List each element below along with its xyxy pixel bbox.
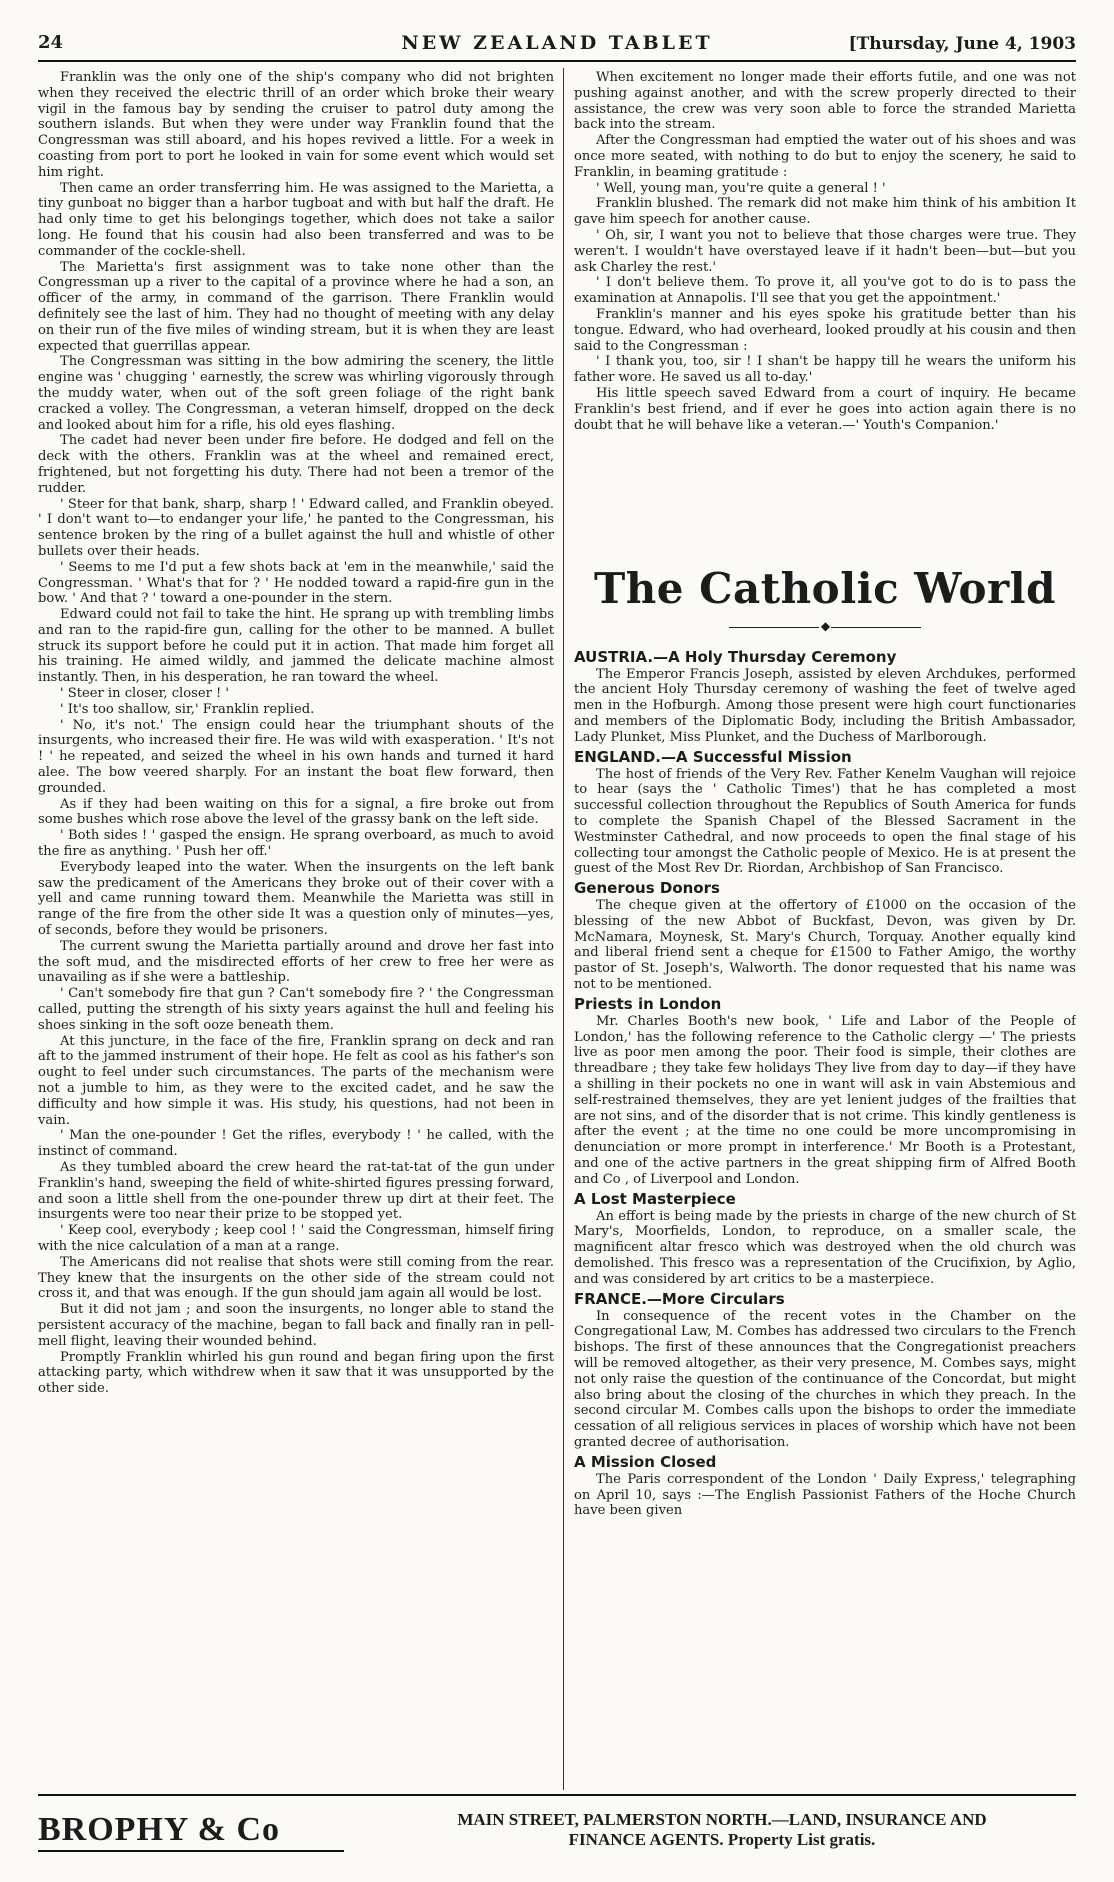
paragraph: The cheque given at the offertory of £1000 on the occasion of the blessing of the new Abbot of Buckfast, Devon, was given by Dr. McNamara, Moynesk, St. Mary's Church, Torquay. Another equally kind and liberal friend sent a cheque for £1500 to Father Amigo, the worthy pastor of St. Joseph's, Walworth. The donor requested that his name was not to be mentioned. [574, 898, 1076, 993]
paragraph: The Congressman was sitting in the bow admiring the scenery, the little engine was ' chugging ' earnestly, the screw was whirling vigorously through the muddy water, when out of the soft green foliage of the right bank cracked a volley. The Congressman, a veteran himself, dropped on the deck and looked about him for a rifle, his old eyes flashing. [38, 354, 554, 433]
paragraph: In consequence of the recent votes in the Chamber on the Congregational Law, M. Combes has addressed two circulars to the French bishops. The first of these announces that the Congregationist preachers will be removed altogether, as their very presence, M. Combes says, might not only raise the question of the continuance of the Concordat, but might also bring about the closing of the churches in which they preach. In the second circular M. Combes calls upon the bishops to order the immediate cessation of all religious services in places of worship which have not been granted decree of authorisation. [574, 1308, 1076, 1450]
news-heading: A Lost Masterpiece [574, 1189, 736, 1208]
paragraph: An effort is being made by the priests in charge of the new church of St Mary's, Moorfields, London, to reproduce, on a smaller scale, the magnificent altar fresco which was destroyed when the old church was demolished. This fresco was a representation of the Crucifixion, by Aglio, and was considered by art critics to be a masterpiece. [574, 1208, 1076, 1287]
news-item [574, 995, 1076, 1188]
news-item [574, 1453, 1076, 1519]
header-rule [38, 60, 1076, 62]
paragraph: Franklin blushed. The remark did not make him think of his ambition It gave him speech for another cause. [574, 196, 1076, 228]
paragraph: ' I don't believe them. To prove it, all you've got to do is to pass the examination at Annapolis. I'll see that you get the appointment.' [574, 275, 1076, 307]
paragraph: As if they had been waiting on this for a signal, a fire broke out from some bushes which rose above the level of the grassy bank on the left side. [38, 796, 554, 828]
paragraph: Mr. Charles Booth's new book, ' Life and Labor of the People of London,' has the following reference to the Catholic clergy —' The priests live as poor men among the poor. Their food is simple, their clothes are threadbare ; they take few holidays They live from day to day—if they have a shilling in their pockets no one in want will ask in vain Abstemious and self-restrained themselves, they are yet lenient judges of the frailties that are not sins, and of the disorder that is not crime. This kindly gentleness is after the event ; at the time no one could be more uncompromising in denunciation or more prompt in interference.' Mr Booth is a Protestant, and one of the active partners in the great shipping firm of Alfred Booth and Co , of Liverpool and London. [574, 1013, 1076, 1187]
paragraph: ' Man the one-pounder ! Get the rifles, everybody ! ' he called, with the instinct of command. [38, 1128, 554, 1160]
page-header [38, 26, 1076, 56]
paragraph: The host of friends of the Very Rev. Father Kenelm Vaughan will rejoice to hear (says the ' Catholic Times') that he has completed a most successful collection throughout the Republics of South America for funds to complete the Spanish Chapel of the Blessed Sacrament in the Westminster Cathedral, and now proceeds to open the final stage of his collecting tour amongst the Catholic people of Mexico. He is at present the guest of the Most Rev Dr. Riordan, Archbishop of San Francisco. [574, 766, 1076, 877]
title-ornament: ◆ [574, 619, 1076, 635]
news-heading: FRANCE.—More Circulars [574, 1289, 785, 1308]
paragraph: ' Can't somebody fire that gun ? Can't somebody fire ? ' the Congressman called, putting the strength of his sixty years against the hull and feeling his shoes sinking in the soft ooze beneath them. [38, 986, 554, 1033]
paragraph: ' Steer for that bank, sharp, sharp ! ' Edward called, and Franklin obeyed. ' I don't want to—to endanger your life,' he panted to the Congressman, his sentence broken by the ring of a bullet against the hull and whistle of other bullets over their heads. [38, 496, 554, 559]
news-item [574, 1190, 1076, 1288]
ad-line-2: FINANCE AGENTS. Property List gratis. [568, 1830, 876, 1849]
news-item [574, 1290, 1076, 1451]
page-number: 24 [38, 32, 64, 53]
paragraph: The cadet had never been under fire before. He dodged and fell on the deck with the others. Franklin was at the wheel and remained erect, frightened, but not forgetting his duty. There had not been a tremor of the rudder. [38, 433, 554, 496]
issue-date: [Thursday, June 4, 1903 [848, 34, 1076, 54]
paragraph: ' Keep cool, everybody ; keep cool ! ' said the Congressman, himself firing with the nice calculation of a man at a range. [38, 1223, 554, 1254]
paragraph: ' Steer in closer, closer ! ' [60, 686, 230, 702]
paragraph: Everybody leaped into the water. When the insurgents on the left bank saw the predicament of the Americans they broke out of their cover with a yell and came running toward them. Meanwhile the Marietta was still in range of the fire from the other side It was a question only of minutes—yes, of seconds, before they would be prisoners. [38, 859, 554, 939]
news-heading: ENGLAND.—A Successful Mission [574, 747, 852, 766]
story-continuation [574, 70, 1076, 433]
paragraph: ' No, it's not.' The ensign could hear the triumphant shouts of the insurgents, who increased their fire. He was wild with exasperation. ' It's not ! ' he repeated, and seized the wheel in his own hands and turned it hard alee. The bow veered sharply. For an instant the boat flew forward, then grounded. [38, 717, 554, 796]
paragraph: Franklin's manner and his eyes spoke his gratitude better than his tongue. Edward, who had overheard, looked proudly at his cousin and then said to the Congressman : [574, 306, 1076, 354]
advertiser-name: BROPHY & Co [38, 1811, 281, 1848]
paragraph: At this juncture, in the face of the fire, Franklin sprang on deck and ran aft to the jammed instrument of their hope. He felt as cool as his father's son ought to feel under such circumstances. The parts of the mechanism were not a jumble to him, as they were to the excited cadet, and he saw the difficulty and how simple it was. His study, his questions, had not been in vain. [38, 1033, 554, 1128]
paragraph: After the Congressman had emptied the water out of his shoes and was once more seated, with nothing to do but to enjoy the scenery, he said to Franklin, in beaming gratitude : [574, 133, 1076, 180]
news-heading: AUSTRIA.—A Holy Thursday Ceremony [574, 647, 897, 666]
paragraph: The Emperor Francis Joseph, assisted by eleven Archdukes, performed the ancient Holy Thursday ceremony of washing the feet of twelve aged men in the Hofburgh. Among those present were high court functionaries and members of the Diplomatic Body, including the British Ambassador, Lady Plunket, Miss Plunket, and the Duchess of Marlborough. [574, 666, 1076, 745]
advertisement-text [368, 1810, 1076, 1850]
footer-rule [38, 1794, 1076, 1796]
paragraph: Promptly Franklin whirled his gun round and began firing upon the first attacking party, which withdrew when it saw that it was unsupported by the other side. [38, 1349, 554, 1397]
news-item [574, 648, 1076, 746]
right-column [574, 70, 1076, 1790]
paragraph: The Marietta's first assignment was to take none other than the Congressman up a river to the capital of a province where he had a son, an officer of the army, in command of the garrison. There Franklin would definitely see the last of him. They had no thought of meeting with any delay on their run of the five miles of winding stream, but it is when they are least expected that guerrillas appear. [38, 259, 554, 354]
paragraph: But it did not jam ; and soon the insurgents, no longer able to stand the persistent accuracy of the machine, began to fall back and finally ran in pell-mell flight, leaving their wounded behind. [38, 1302, 554, 1349]
paragraph: Edward could not fail to take the hint. He sprang up with trembling limbs and ran to the rapid-fire gun, calling for the other to be manned. A bullet struck its support before he could put it in action. That made him forget all his training. He aimed wildly, and jammed the delicate machine almost instantly. Then, in his desperation, he ran toward the wheel. [38, 607, 554, 686]
paragraph: His little speech saved Edward from a court of inquiry. He became Franklin's best friend, and if ever he goes into action again there is no doubt that he will behave like a veteran.—' Youth's Companion.' [574, 385, 1076, 433]
section-title: The Catholic World [593, 564, 1057, 614]
news-heading: Generous Donors [574, 879, 720, 898]
advertiser-underline [38, 1850, 344, 1852]
paragraph: The Americans did not realise that shots were still coming from the rear. They knew that the insurgents on the other side of the stream could not cross it, and that was enough. If the gun should jam again all would be lost. [38, 1254, 554, 1302]
paragraph: Franklin was the only one of the ship's company who did not brighten when they received the electric thrill of an order which broke their weary vigil in the famous bay by sending the cruiser to patrol duty among the southern islands. But when they were under way Franklin found that the Congressman was still aboard, and his hopes revived a little. For a week in coasting from port to port he looked in vain for some event which would set him right. [38, 70, 554, 180]
paragraph: Then came an order transferring him. He was assigned to the Marietta, a tiny gunboat no bigger than a harbor tugboat and with but half the draft. He had only time to get his belongings together, which does not take a sailor long. He found that his cousin had also been transferred and was to be commander of the cockle-shell. [38, 180, 554, 259]
news-heading: A Mission Closed [574, 1452, 717, 1471]
paragraph: When excitement no longer made their efforts futile, and one was not pushing against another, and with the screw properly directed to their assistance, the crew was very soon able to force the stranded Marietta back into the stream. [574, 70, 1076, 133]
paragraph: ' I thank you, too, sir ! I shan't be happy till he wears the uniform his father wore. He saved us all to-day.' [574, 354, 1076, 386]
left-column-story [38, 70, 554, 1790]
paragraph: The current swung the Marietta partially around and drove her fast into the soft mud, and the misdirected efforts of her crew to free her were as unavailing as if she were a battleship. [38, 938, 554, 986]
paragraph: ' Seems to me I'd put a few shots back at 'em in the meanwhile,' said the Congressman. ' What's that for ? ' He nodded toward a rapid-fire gun in the bow. ' And that ? ' toward a one-pounder in the stern. [38, 559, 554, 607]
catholic-world-sections [574, 648, 1076, 1520]
publication-title: NEW ZEALAND TABLET [401, 32, 713, 54]
advertisement [38, 1806, 1076, 1866]
paragraph: As they tumbled aboard the crew heard the rat-tat-tat of the gun under Franklin's hand, sweeping the field of white-shirted figures pressing forward, and soon a little shell from the one-pounder threw up dirt at their feet. The insurgents were too near their prize to be stopped yet. [38, 1159, 554, 1223]
paragraph: ' Well, young man, you're quite a general ! ' [596, 180, 886, 196]
news-item [574, 748, 1076, 878]
column-divider [563, 68, 564, 1790]
paragraph: ' Both sides ! ' gasped the ensign. He sprang overboard, as much to avoid the fire as anything. ' Push her off.' [38, 828, 554, 860]
news-heading: Priests in London [574, 994, 722, 1013]
paragraph: ' Oh, sir, I want you not to believe that those charges were true. They weren't. I wouldn't have overstayed leave if it hadn't been—but—but you ask Charley the rest.' [574, 227, 1076, 275]
ad-line-1: MAIN STREET, PALMERSTON NORTH.—LAND, INSURANCE AND [457, 1810, 987, 1829]
news-item [574, 879, 1076, 993]
paragraph: The Paris correspondent of the London ' Daily Express,' telegraphing on April 10, says :—The English Passionist Fathers of the Hoche Church have been given [574, 1471, 1076, 1519]
paragraph: ' It's too shallow, sir,' Franklin replied. [60, 701, 315, 717]
